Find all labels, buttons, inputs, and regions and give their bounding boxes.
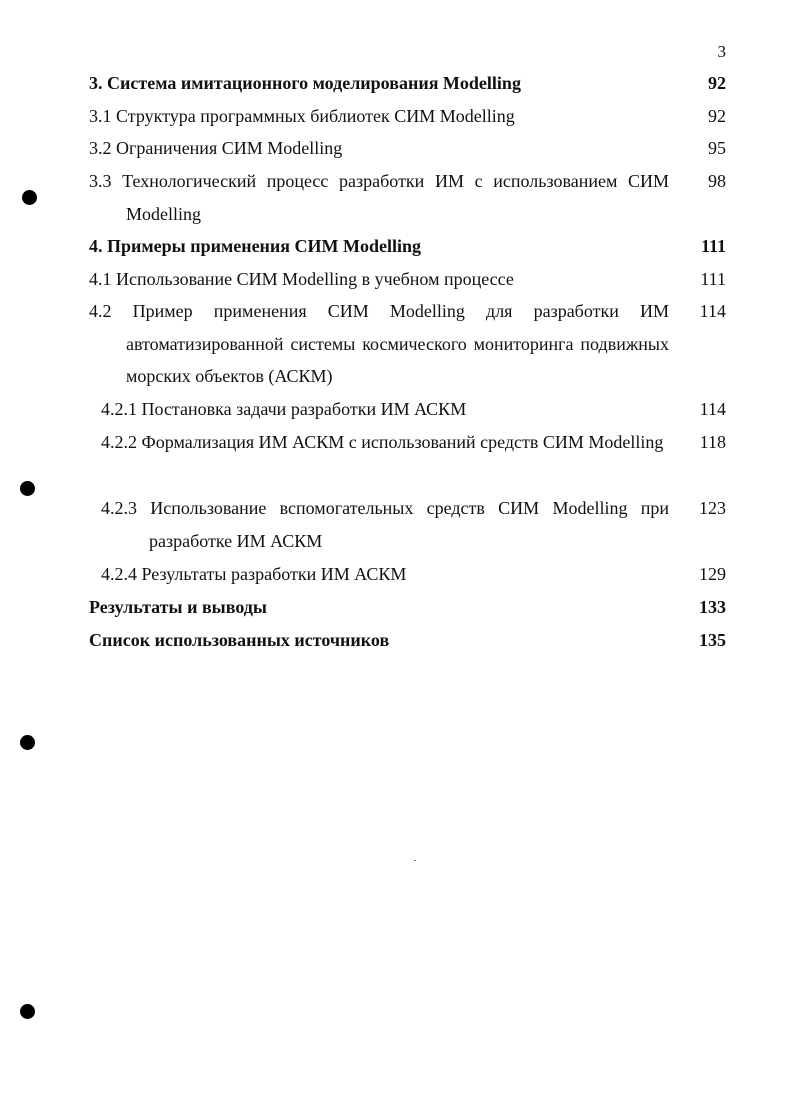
toc-entry-page: 95: [708, 138, 726, 158]
toc-entry-title: 3.1 Структура программных библиотек СИМ Modelling: [89, 106, 515, 126]
toc-entry-title: 3. Система имитационного моделирования Modelling: [89, 73, 521, 93]
toc-entry-page: 118: [699, 432, 726, 452]
toc-entry-title: 4.2.2 Формализация ИМ АСКМ с использований средств СИМ Modelling: [101, 432, 664, 452]
toc-entry-title: 4.2 Пример применения СИМ Modelling для разработки ИМ автоматизированной системы космического мониторинга подвижных морских объектов (АСКМ): [89, 301, 669, 386]
toc-entry-title: 4.2.4 Результаты разработки ИМ АСКМ: [101, 564, 407, 584]
toc-entry-title: Результаты и выводы: [89, 597, 267, 617]
toc-entry-page: 92: [708, 106, 726, 126]
toc-entry-page: 114: [699, 301, 726, 321]
toc-entry-page: 114: [699, 399, 726, 419]
toc-entry-title: 4. Примеры применения СИМ Modelling: [89, 236, 422, 256]
page-number: 3: [717, 42, 726, 61]
toc-entry-page: 133: [699, 597, 726, 617]
toc-entry-page: 135: [699, 630, 726, 650]
toc-entry-page: 111: [700, 269, 726, 289]
toc-entry-page: 111: [700, 236, 726, 256]
toc-entry-page: 98: [708, 171, 726, 191]
toc-entry-page: 92: [708, 73, 726, 93]
toc-entry-page: 123: [699, 498, 726, 518]
toc-entry-page: 129: [699, 564, 726, 584]
toc-entry-title: 3.3 Технологический процесс разработки ИМ с использованием СИМ Modelling: [89, 171, 669, 224]
toc-entry-title: 4.2.1 Постановка задачи разработки ИМ АСКМ: [101, 399, 467, 419]
toc-entry-title: Список использованных источников: [89, 630, 390, 650]
toc-entry-title: 4.2.3 Использование вспомогательных средств СИМ Modelling при разработке ИМ АСКМ: [101, 498, 669, 551]
toc-entry-title: 4.1 Использование СИМ Modelling в учебном процессе: [89, 269, 514, 289]
toc-entry-title: 3.2 Ограничения СИМ Modelling: [89, 138, 343, 158]
